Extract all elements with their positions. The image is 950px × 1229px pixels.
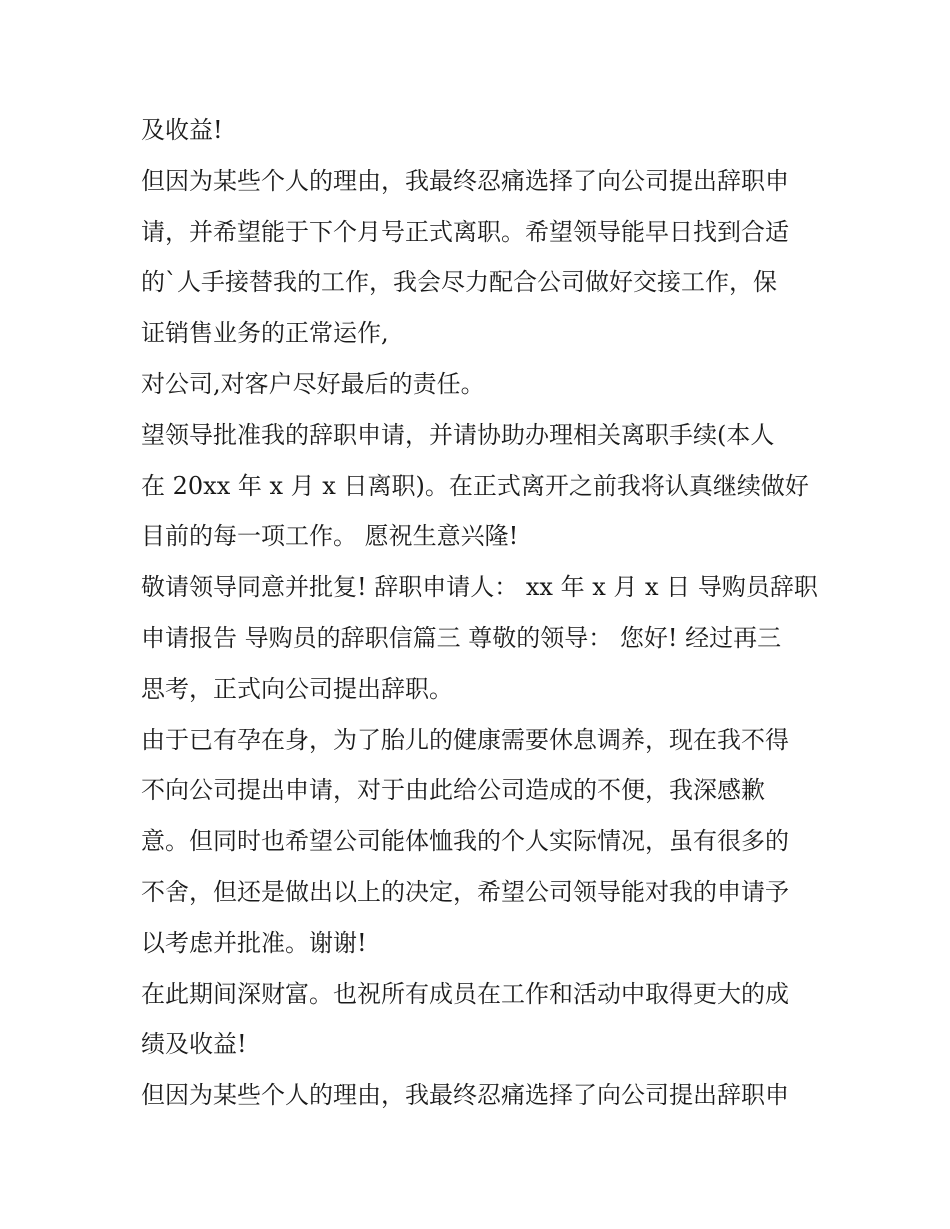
text-line: 但因为某些个人的理由，我最终忍痛选择了向公司提出辞职申 (141, 166, 789, 195)
text-line: 绩及收益! (141, 1030, 247, 1059)
text-line: 意。但同时也希望公司能体恤我的个人实际情况，虽有很多的 (141, 827, 789, 856)
text-line: 但因为某些个人的理由，我最终忍痛选择了向公司提出辞职申 (141, 1081, 789, 1110)
text-line: 不向公司提出申请，对于由此给公司造成的不便，我深感歉 (141, 776, 765, 805)
text-line: 请，并希望能于下个月号正式离职。希望领导能早日找到合适 (141, 217, 789, 246)
text-line: 敬请领导同意并批复! 辞职申请人： xx 年 x 月 x 日 导购员辞职 (141, 573, 818, 602)
text-line: 不舍，但还是做出以上的决定，希望公司领导能对我的申请予 (141, 877, 789, 906)
text-line: 在此期间深财富。也祝所有成员在工作和活动中取得更大的成 (141, 979, 789, 1008)
text-line: 的`人手接替我的工作，我会尽力配合公司做好交接工作，保 (141, 268, 777, 297)
text-line: 及收益! (141, 116, 223, 144)
document-body (141, 105, 821, 1121)
text-line: 目前的每一项工作。 愿祝生意兴隆! (141, 522, 519, 551)
text-line: 对公司,对客户尽好最后的责任。 (141, 369, 485, 398)
text-line: 证销售业务的正常运作, (141, 319, 389, 348)
text-line: 在 20xx 年 x 月 x 日离职)。在正式离开之前我将认真继续做好 (141, 471, 809, 500)
text-line: 申请报告 导购员的辞职信篇三 尊敬的领导： 您好! 经过再三 (141, 623, 782, 652)
text-line: 思考，正式向公司提出辞职。 (141, 674, 453, 703)
text-line: 以考虑并批准。谢谢! (141, 928, 367, 957)
text-line: 望领导批准我的辞职申请，并请协助办理相关离职手续(本人 (141, 420, 775, 449)
text-line: 由于已有孕在身，为了胎儿的健康需要休息调养，现在我不得 (141, 725, 789, 754)
